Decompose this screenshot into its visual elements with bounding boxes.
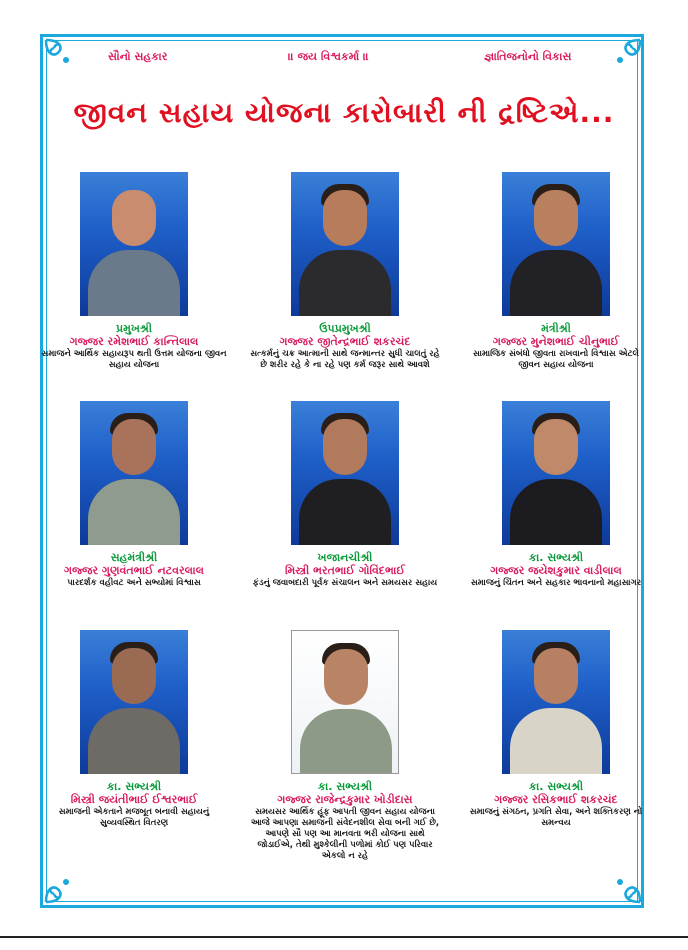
member-desc: સમાજનું ચિંતન અને સહકાર ભાવનાનો મહાસાગર xyxy=(470,578,642,588)
member-card xyxy=(451,401,661,589)
member-name: ગજ્જર ગુણવંતભાઈ નટવરલાલ xyxy=(64,564,204,577)
member-desc: સમાજને આર્થિક સહાયરૂપ થતી ઉત્તમ યોજના જીવન સહાય યોજના xyxy=(41,349,227,370)
corner-ornament-icon xyxy=(42,36,82,76)
member-card xyxy=(240,630,450,862)
corner-ornament-icon xyxy=(604,36,644,76)
member-role: ખજાનચીશ્રી xyxy=(317,551,373,564)
member-name: ગજ્જર રાજેન્દ્રકુમાર ખોડીદાસ xyxy=(277,793,413,806)
member-photo xyxy=(291,401,399,545)
member-desc: પારદર્શક વહીવટ અને સભ્યોમાં વિશ્વાસ xyxy=(67,578,201,588)
member-role: સહમંત્રીશ્રી xyxy=(110,551,158,564)
member-photo xyxy=(80,630,188,774)
member-card xyxy=(29,172,239,371)
page-title: જીવન સહાય યોજના કારોબારી ની દ્રષ્ટિએ... xyxy=(73,96,615,129)
member-photo xyxy=(291,172,399,316)
member-photo xyxy=(80,172,188,316)
member-role: કા. સભ્યશ્રી xyxy=(528,551,584,564)
corner-ornament-icon xyxy=(42,866,82,906)
member-name: ગજ્જર રમેશભાઈ કાન્તિલાલ xyxy=(69,335,199,348)
member-role: કા. સભ્યશ્રી xyxy=(528,780,584,793)
member-card xyxy=(240,401,450,589)
bottom-divider xyxy=(0,936,688,938)
member-desc: સામાજિક સંબંધો જીવતા રાખવાનો વિશ્વાસ એટલે જીવન સહાય યોજના xyxy=(473,349,639,370)
member-card xyxy=(240,172,450,371)
member-role: મંત્રીશ્રી xyxy=(541,322,571,335)
member-name: ગજ્જર રસિકભાઈ શકરચંદ xyxy=(494,793,618,806)
member-desc: સમાજનું સંગઠન, પ્રગતિ સેવા, અને શક્તિકરણ નો સમન્વય xyxy=(469,807,643,828)
member-desc: સમાજની એકતાને મજબૂત બનાવી સહાયનું સુવ્યવસ્થિત વિતરણ xyxy=(58,807,210,828)
member-photo xyxy=(291,630,399,774)
corner-ornament-icon xyxy=(604,866,644,906)
member-role: કા. સભ્યશ્રી xyxy=(317,780,373,793)
header-right-slogan: જ્ઞાતિજનોનો વિકાસ xyxy=(484,50,572,63)
member-name: ગજ્જર જયેશકુમાર વાડીલાલ xyxy=(490,564,622,577)
member-photo xyxy=(80,401,188,545)
member-name: મિસ્ત્રી ભરતભાઈ ગોવિંદભાઈ xyxy=(285,564,405,577)
header-left-slogan: સૌનો સહકાર xyxy=(108,50,168,63)
member-card xyxy=(451,630,661,829)
member-name: મિસ્ત્રી જયંતીભાઈ ઈશ્વરભાઈ xyxy=(70,793,198,806)
member-name: ગજ્જર જીતેન્દ્રભાઈ શકરચંદ xyxy=(279,335,411,348)
member-desc: સત્કર્મનું ચક્ર આત્માની સાથે જન્માન્તર સુધી ચાલતું રહે છે શરીર રહે કે ના રહે પણ કર્મ જરૂર સાથે આવશે xyxy=(250,349,440,370)
header-center-slogan: ॥ જય વિશ્વકર્મા ॥ xyxy=(288,50,369,63)
member-photo xyxy=(502,401,610,545)
member-card xyxy=(29,401,239,589)
member-name: ગજ્જર મુનેશભાઈ ચીનુભાઈ xyxy=(492,335,620,348)
member-card xyxy=(29,630,239,829)
member-desc: ફંડનું જવાબદારી પૂર્વક સંચાલન અને સમયસર સહાય xyxy=(252,578,438,588)
member-photo xyxy=(502,172,610,316)
member-role: પ્રમુખશ્રી xyxy=(115,322,153,335)
member-desc: સમયસર આર્થિક હૂંફ આપતી જીવન સહાય યોજના આજે આપણા સમાજની સંવેદનશીલ સેવા બની ગઈ છે, આપણે સૌ પણ આ માનવતા ભરી યોજના સાથે જોડાઈએ, તેથી મુશ્કેલીની પળોમાં કોઈ પણ પરિવાર એકલો ન રહે xyxy=(250,807,440,861)
member-role: કા. સભ્યશ્રી xyxy=(106,780,162,793)
member-role: ઉપપ્રમુખશ્રી xyxy=(319,322,371,335)
member-photo xyxy=(502,630,610,774)
member-card xyxy=(451,172,661,371)
